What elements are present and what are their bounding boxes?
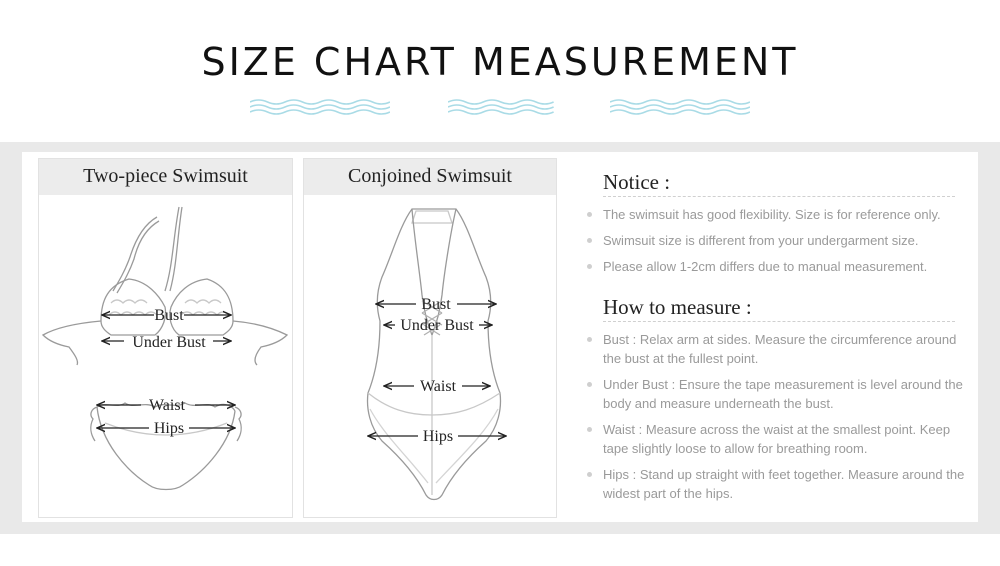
label-bust: Bust bbox=[154, 307, 184, 324]
wave-decoration-right bbox=[610, 98, 750, 116]
panel-title-conjoined: Conjoined Swimsuit bbox=[304, 159, 556, 195]
label-hips: Hips bbox=[153, 420, 185, 437]
notes-column bbox=[584, 168, 974, 510]
label-waist: Waist bbox=[419, 378, 457, 395]
panel-conjoined bbox=[303, 158, 557, 518]
how-to-divider bbox=[603, 321, 955, 322]
how-to-item-under-bust: Under Bust : Ensure the tape measurement is level around the body and measure underneath the bust. bbox=[584, 375, 974, 413]
notice-item: Please allow 1-2cm differs due to manual measurement. bbox=[584, 257, 974, 276]
page-title: SIZE CHART MEASUREMENT bbox=[201, 40, 799, 84]
header bbox=[0, 0, 1000, 142]
label-hips: Hips bbox=[422, 428, 454, 445]
hips-measure-two-piece bbox=[97, 420, 235, 437]
under-bust-measure-two-piece bbox=[102, 334, 231, 351]
label-bust: Bust bbox=[421, 296, 451, 313]
two-piece-swimsuit-illustration bbox=[39, 195, 292, 517]
panel-two-piece bbox=[38, 158, 293, 518]
how-to-item-hips: Hips : Stand up straight with feet together. Measure around the widest part of the hips. bbox=[584, 465, 974, 503]
one-piece-outline bbox=[368, 209, 501, 500]
how-to-measure-title: How to measure : bbox=[603, 295, 752, 319]
wave-decoration-center bbox=[448, 98, 554, 116]
how-to-item-waist: Waist : Measure across the waist at the smallest point. Keep tape slightly loose to allow for breathing room. bbox=[584, 420, 974, 458]
bikini-bottom-outline bbox=[91, 403, 241, 490]
notice-item: Swimsuit size is different from your undergarment size. bbox=[584, 231, 974, 250]
waist-measure-two-piece bbox=[97, 397, 235, 414]
notice-divider bbox=[603, 196, 955, 197]
notice-item: The swimsuit has good flexibility. Size is for reference only. bbox=[584, 205, 974, 224]
under-bust-measure-conjoined bbox=[384, 317, 492, 334]
waist-measure-conjoined bbox=[384, 378, 490, 395]
label-waist: Waist bbox=[148, 397, 186, 414]
bust-measure-two-piece bbox=[102, 307, 231, 324]
notice-title: Notice : bbox=[603, 170, 671, 194]
conjoined-swimsuit-illustration bbox=[304, 195, 556, 517]
label-under-bust: Under Bust bbox=[132, 334, 206, 351]
bust-measure-conjoined bbox=[376, 296, 496, 313]
label-under-bust: Under Bust bbox=[400, 317, 474, 334]
wave-decoration-left bbox=[250, 98, 390, 116]
how-to-item-bust: Bust : Relax arm at sides. Measure the circumference around the bust at the fullest point. bbox=[584, 330, 974, 368]
panel-title-two-piece: Two-piece Swimsuit bbox=[39, 159, 292, 195]
